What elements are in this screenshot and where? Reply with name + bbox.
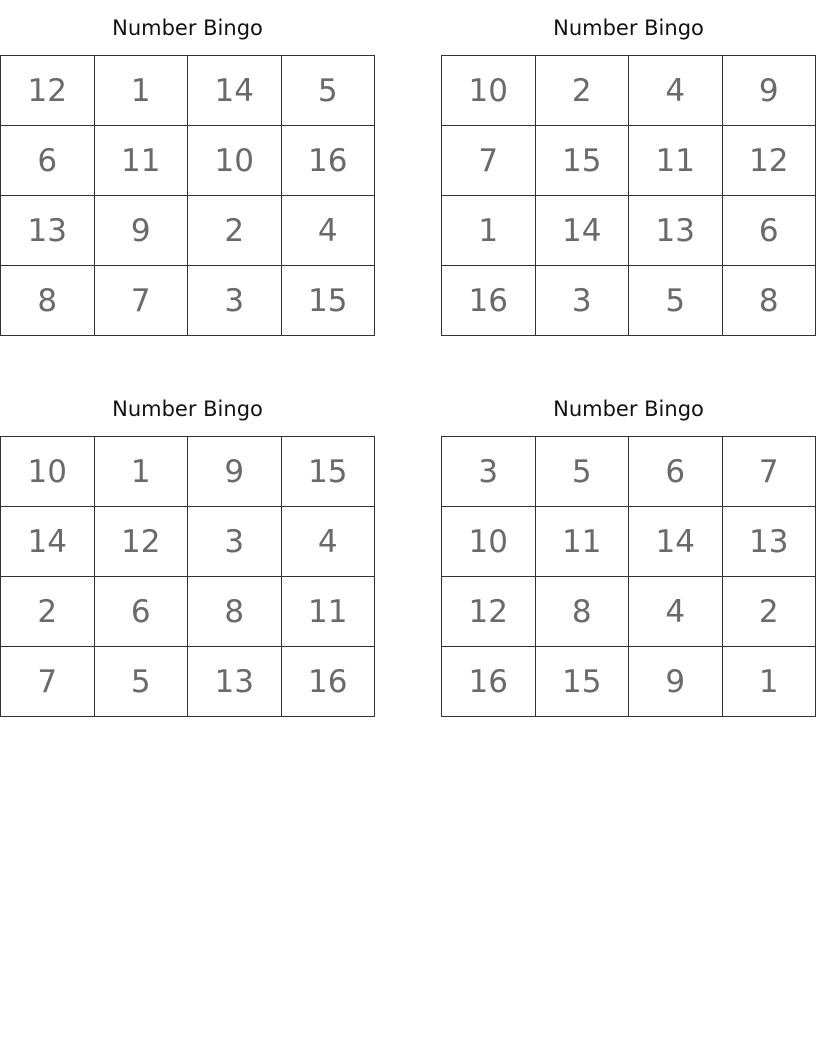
- bingo-cell: 9: [188, 437, 282, 507]
- bingo-row: [442, 196, 816, 266]
- bingo-row: [442, 56, 816, 126]
- bingo-row: [1, 507, 375, 577]
- bingo-cell: 10: [442, 507, 536, 577]
- bingo-cell: 1: [722, 647, 816, 717]
- bingo-cell: 4: [629, 56, 723, 126]
- bingo-cell: 1: [94, 437, 188, 507]
- bingo-cell: 1: [94, 56, 188, 126]
- bingo-row: [1, 437, 375, 507]
- bingo-grid: [0, 55, 375, 336]
- bingo-cell: 14: [1, 507, 95, 577]
- card-title: Number Bingo: [553, 397, 704, 421]
- bingo-cell: 12: [722, 126, 816, 196]
- bingo-row: [442, 577, 816, 647]
- bingo-cell: 4: [629, 577, 723, 647]
- bingo-cell: 3: [442, 437, 536, 507]
- bingo-cell: 7: [442, 126, 536, 196]
- bingo-cell: 2: [188, 196, 282, 266]
- bingo-cell: 16: [281, 647, 375, 717]
- bingo-cell: 15: [281, 437, 375, 507]
- bingo-cell: 13: [629, 196, 723, 266]
- bingo-cell: 14: [629, 507, 723, 577]
- bingo-cell: 12: [442, 577, 536, 647]
- bingo-cell: 10: [442, 56, 536, 126]
- bingo-cell: 11: [629, 126, 723, 196]
- bingo-grid: [441, 55, 816, 336]
- bingo-row: [442, 266, 816, 336]
- bingo-cell: 4: [281, 196, 375, 266]
- bingo-cell: 13: [188, 647, 282, 717]
- bingo-cell: 5: [281, 56, 375, 126]
- bingo-cell: 3: [188, 266, 282, 336]
- bingo-cell: 5: [94, 647, 188, 717]
- bingo-cell: 11: [281, 577, 375, 647]
- bingo-cell: 12: [94, 507, 188, 577]
- bingo-cell: 7: [722, 437, 816, 507]
- bingo-cell: 3: [188, 507, 282, 577]
- bingo-cell: 16: [442, 266, 536, 336]
- card-title: Number Bingo: [112, 397, 263, 421]
- bingo-cell: 9: [94, 196, 188, 266]
- bingo-cell: 15: [535, 126, 629, 196]
- bingo-cell: 11: [94, 126, 188, 196]
- bingo-cell: 9: [629, 647, 723, 717]
- bingo-cell: 12: [1, 56, 95, 126]
- bingo-cell: 13: [722, 507, 816, 577]
- bingo-cell: 13: [1, 196, 95, 266]
- bingo-cell: 15: [535, 647, 629, 717]
- bingo-cell: 8: [1, 266, 95, 336]
- bingo-row: [1, 266, 375, 336]
- bingo-row: [1, 577, 375, 647]
- bingo-row: [1, 126, 375, 196]
- bingo-cell: 10: [188, 126, 282, 196]
- bingo-cell: 6: [722, 196, 816, 266]
- bingo-cell: 11: [535, 507, 629, 577]
- bingo-row: [1, 647, 375, 717]
- bingo-row: [1, 56, 375, 126]
- bingo-cell: 2: [535, 56, 629, 126]
- bingo-cell: 14: [535, 196, 629, 266]
- bingo-cell: 15: [281, 266, 375, 336]
- bingo-cell: 16: [442, 647, 536, 717]
- bingo-cell: 7: [94, 266, 188, 336]
- bingo-cell: 7: [1, 647, 95, 717]
- bingo-cell: 8: [188, 577, 282, 647]
- bingo-cell: 8: [722, 266, 816, 336]
- bingo-row: [442, 647, 816, 717]
- bingo-cell: 3: [535, 266, 629, 336]
- bingo-grid: [0, 436, 375, 717]
- bingo-cell: 2: [1, 577, 95, 647]
- bingo-row: [442, 507, 816, 577]
- bingo-cell: 14: [188, 56, 282, 126]
- bingo-row: [442, 126, 816, 196]
- bingo-cell: 8: [535, 577, 629, 647]
- card-title: Number Bingo: [112, 16, 263, 40]
- bingo-cell: 5: [535, 437, 629, 507]
- card-title: Number Bingo: [553, 16, 704, 40]
- bingo-cell: 1: [442, 196, 536, 266]
- bingo-row: [442, 437, 816, 507]
- bingo-row: [1, 196, 375, 266]
- bingo-grid: [441, 436, 816, 717]
- bingo-cell: 4: [281, 507, 375, 577]
- bingo-cell: 2: [722, 577, 816, 647]
- bingo-cell: 16: [281, 126, 375, 196]
- bingo-cell: 5: [629, 266, 723, 336]
- bingo-cell: 9: [722, 56, 816, 126]
- bingo-cell: 6: [94, 577, 188, 647]
- bingo-cell: 6: [629, 437, 723, 507]
- bingo-cell: 10: [1, 437, 95, 507]
- bingo-cell: 6: [1, 126, 95, 196]
